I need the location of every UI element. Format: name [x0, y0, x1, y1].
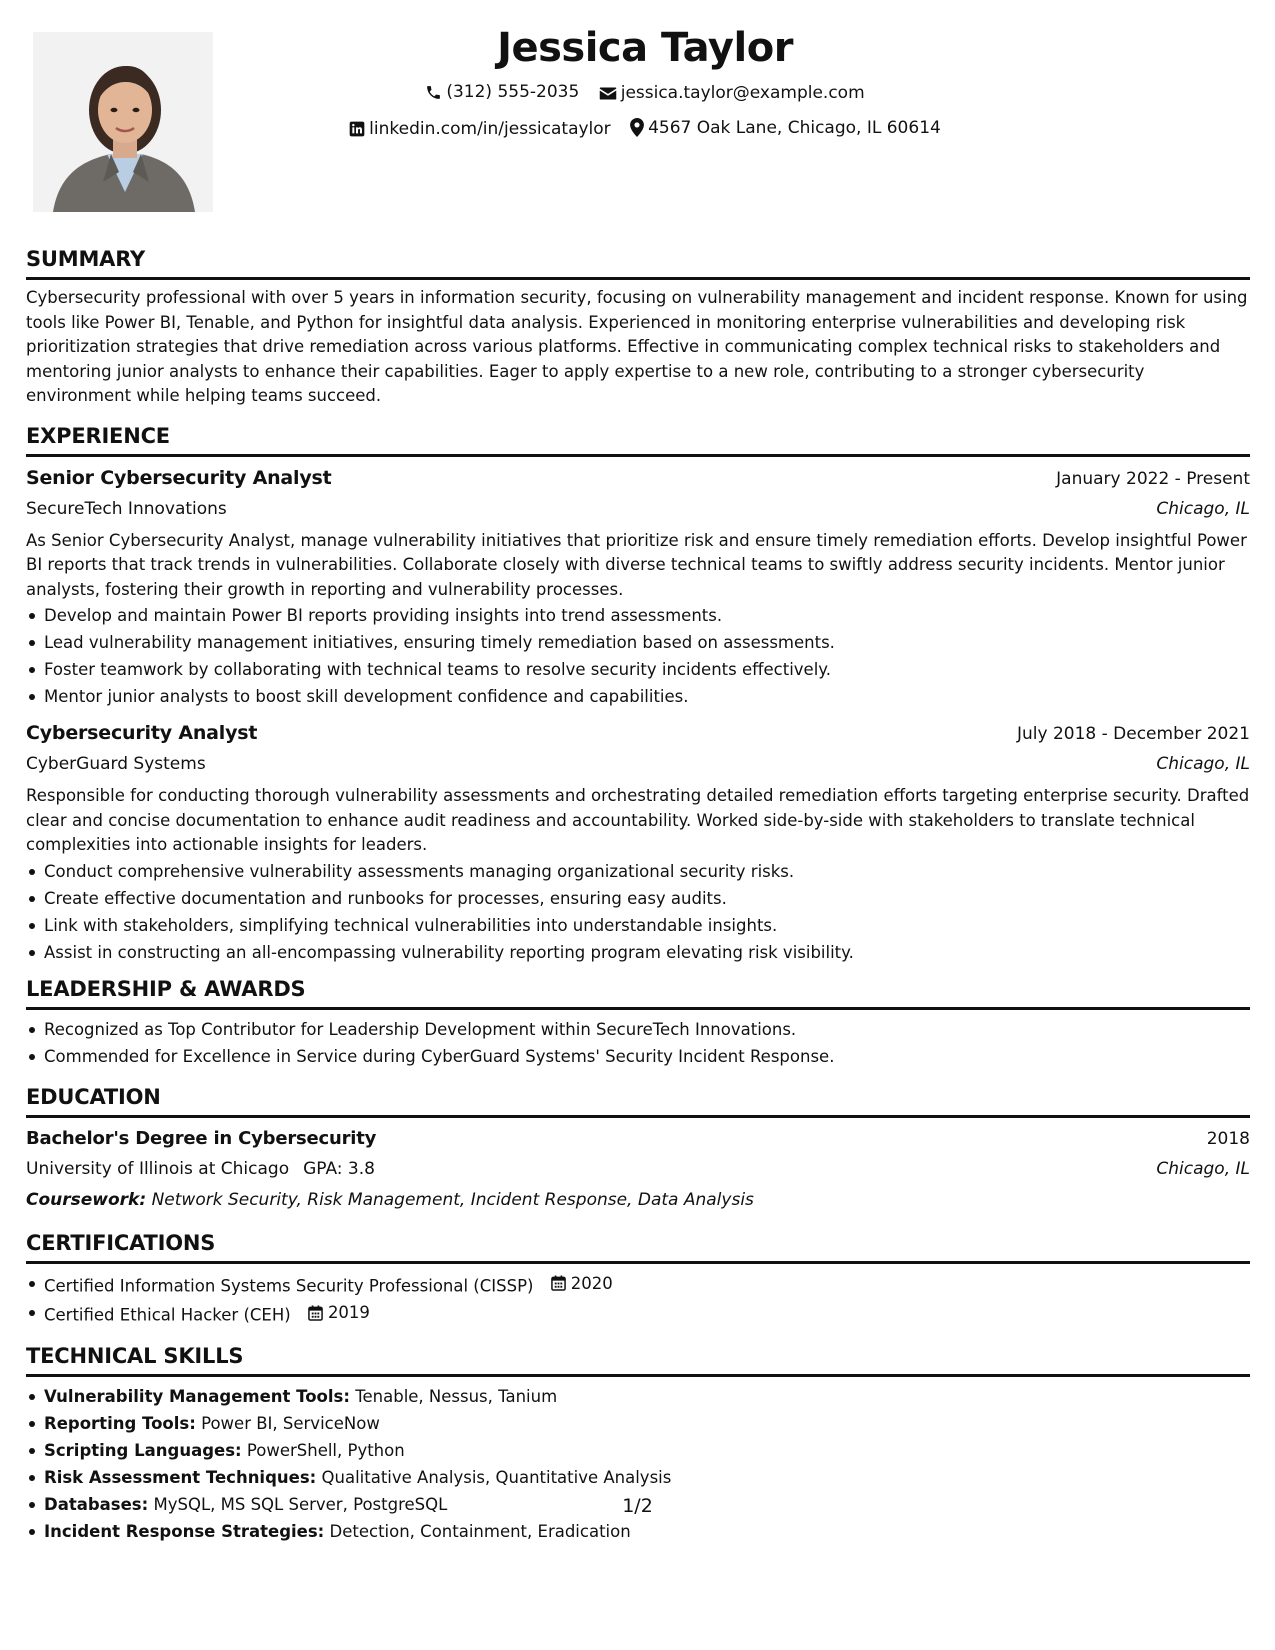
skill-category: Risk Assessment Techniques: — [44, 1467, 317, 1487]
section-divider — [26, 277, 1250, 280]
certification-year: 2020 — [570, 1273, 613, 1293]
skill-category: Reporting Tools: — [44, 1413, 196, 1433]
list-item: Lead vulnerability management initiatives, ensuring timely remediation based on assessments. — [26, 629, 1250, 656]
list-item — [26, 1410, 1250, 1437]
job-title: Senior Cybersecurity Analyst — [26, 466, 332, 489]
job-dates: July 2018 - December 2021 — [1016, 724, 1250, 744]
summary-section — [26, 246, 1250, 409]
skill-values: Detection, Containment, Eradication — [329, 1521, 631, 1541]
skill-category: Databases: — [44, 1494, 149, 1514]
job-location: Chicago, IL — [1156, 754, 1250, 774]
section-title-leadership: LEADERSHIP & AWARDS — [26, 976, 306, 1001]
section-divider — [26, 454, 1250, 457]
skills-list — [26, 1383, 1250, 1545]
resume-header — [230, 20, 1060, 144]
job-company-row — [26, 749, 1250, 779]
skill-category: Scripting Languages: — [44, 1440, 242, 1460]
education-section — [26, 1084, 1250, 1216]
certification-date — [551, 1270, 613, 1297]
contact-line-2 — [230, 116, 1060, 145]
section-divider — [26, 1374, 1250, 1377]
job-bullets — [26, 602, 1250, 710]
section-title-experience: EXPERIENCE — [26, 423, 170, 448]
gpa-value: GPA: 3.8 — [303, 1158, 375, 1179]
skill-values: PowerShell, Python — [246, 1440, 405, 1460]
list-item — [26, 1270, 1250, 1300]
section-title-skills: TECHNICAL SKILLS — [26, 1343, 244, 1368]
linkedin-icon — [349, 121, 365, 137]
list-item: Assist in constructing an all-encompassing vulnerability reporting program elevating risk visibility. — [26, 939, 1250, 966]
calendar-icon — [308, 1305, 323, 1321]
job-bullets — [26, 858, 1250, 966]
list-item — [26, 1464, 1250, 1491]
address-contact — [630, 116, 941, 140]
certification-name: Certified Information Systems Security Professional (CISSP) — [44, 1276, 534, 1295]
school-name: University of Illinois at Chicago — [26, 1158, 290, 1179]
phone-text: (312) 555-2035 — [446, 82, 580, 102]
certifications-section — [26, 1230, 1250, 1329]
graduation-year: 2018 — [1206, 1128, 1250, 1149]
contact-line-1 — [230, 80, 1060, 108]
email-contact[interactable] — [599, 81, 865, 105]
section-divider — [26, 1007, 1250, 1010]
degree-title: Bachelor's Degree in Cybersecurity — [26, 1127, 377, 1149]
skill-values: Tenable, Nessus, Tanium — [355, 1386, 558, 1406]
address-text: 4567 Oak Lane, Chicago, IL 60614 — [648, 117, 941, 138]
leadership-section — [26, 976, 1250, 1070]
skill-category: Vulnerability Management Tools: — [44, 1386, 350, 1406]
skill-values: Qualitative Analysis, Quantitative Analysis — [321, 1467, 672, 1487]
map-pin-icon — [630, 118, 644, 137]
list-item: Commended for Excellence in Service during CyberGuard Systems' Security Incident Response. — [26, 1043, 1250, 1070]
candidate-name: Jessica Taylor — [497, 25, 793, 71]
job-description: Responsible for conducting thorough vulnerability assessments and orchestrating detailed remediation efforts targeting enterprise security. Drafted clear and concise documentation to enhance audit readiness and accountability. Worked side-by-side with stakeholders to translate technical complexities into actionable insights for leaders. — [26, 786, 1250, 854]
phone-contact — [425, 80, 579, 104]
phone-icon — [425, 84, 442, 101]
envelope-icon — [599, 86, 617, 101]
job-location: Chicago, IL — [1156, 498, 1250, 519]
skill-category: Incident Response Strategies: — [44, 1521, 325, 1541]
list-item: Recognized as Top Contributor for Leadership Development within SecureTech Innovations. — [26, 1016, 1250, 1043]
page-number: 1/2 — [622, 1495, 653, 1517]
education-header-row — [26, 1124, 1250, 1154]
job-description: As Senior Cybersecurity Analyst, manage vulnerability initiatives that prioritize risk and ensure timely remediation efforts. Develop insightful Power BI reports that track trends in vulnerabilities. Collaborate closely with diverse technical teams to swiftly address security incidents. Mentor junior analysts, fostering their growth in reporting and vulnerability processes. — [26, 530, 1247, 599]
list-item: Develop and maintain Power BI reports providing insights into trend assessments. — [26, 602, 1250, 629]
calendar-icon — [551, 1275, 566, 1291]
experience-section — [26, 423, 1250, 966]
list-item: Mentor junior analysts to boost skill development confidence and capabilities. — [26, 683, 1250, 710]
list-item: Foster teamwork by collaborating with technical teams to resolve security incidents effectively. — [26, 656, 1250, 683]
section-title-summary: SUMMARY — [26, 247, 146, 271]
linkedin-contact[interactable] — [349, 117, 611, 141]
profile-photo — [33, 32, 213, 212]
section-divider — [26, 1115, 1250, 1118]
skill-values: MySQL, MS SQL Server, PostgreSQL — [153, 1494, 448, 1514]
coursework-label: Coursework: — [26, 1189, 147, 1210]
certifications-list — [26, 1270, 1250, 1329]
section-title-education: EDUCATION — [26, 1084, 161, 1109]
list-item: Conduct comprehensive vulnerability assessments managing organizational security risks. — [26, 858, 1250, 885]
list-item — [26, 1518, 1250, 1545]
job-company: CyberGuard Systems — [26, 754, 206, 774]
list-item — [26, 1299, 1250, 1329]
list-item: Create effective documentation and runbooks for processes, ensuring easy audits. — [26, 885, 1250, 912]
coursework-list: Network Security, Risk Management, Incident Response, Data Analysis — [151, 1189, 754, 1210]
job-company-row — [26, 494, 1250, 524]
skill-values: Power BI, ServiceNow — [201, 1413, 380, 1433]
job-entry — [26, 718, 1250, 966]
profile-photo-image — [33, 32, 213, 212]
list-item: Link with stakeholders, simplifying technical vulnerabilities into understandable insights. — [26, 912, 1250, 939]
school-info — [26, 1154, 375, 1184]
list-item — [26, 1383, 1250, 1410]
certification-date — [308, 1299, 370, 1326]
job-header-row — [26, 463, 1250, 494]
list-item — [26, 1437, 1250, 1464]
job-entry — [26, 463, 1250, 711]
school-location: Chicago, IL — [1156, 1158, 1250, 1179]
leadership-list — [26, 1016, 1250, 1070]
job-header-row — [26, 718, 1250, 749]
summary-text: Cybersecurity professional with over 5 years in information security, focusing on vulnerability management and incident response. Known for using tools like Power BI, Tenable, and Python for insightful data analysis. Experienced in monitoring enterprise vulnerabilities and developing risk prioritization strategies that drive remediation across various platforms. Effective in communicating complex technical risks to stakeholders and mentoring junior analysts to enhance their capabilities. Eager to apply expertise to a new role, contributing to a stronger cybersecurity environment while helping teams succeed. — [26, 288, 1248, 405]
section-title-certifications: CERTIFICATIONS — [26, 1230, 216, 1255]
education-school-row — [26, 1154, 1250, 1184]
resume-body — [26, 246, 1250, 1559]
section-divider — [26, 1261, 1250, 1264]
job-company: SecureTech Innovations — [26, 498, 227, 519]
certification-year: 2019 — [327, 1303, 370, 1322]
email-link[interactable]: jessica.taylor@example.com — [620, 83, 865, 103]
job-title: Cybersecurity Analyst — [26, 722, 258, 744]
coursework — [26, 1184, 1250, 1216]
linkedin-link[interactable]: linkedin.com/in/jessicataylor — [369, 119, 611, 139]
certification-name: Certified Ethical Hacker (CEH) — [44, 1305, 291, 1325]
job-dates: January 2022 - Present — [1056, 468, 1250, 489]
